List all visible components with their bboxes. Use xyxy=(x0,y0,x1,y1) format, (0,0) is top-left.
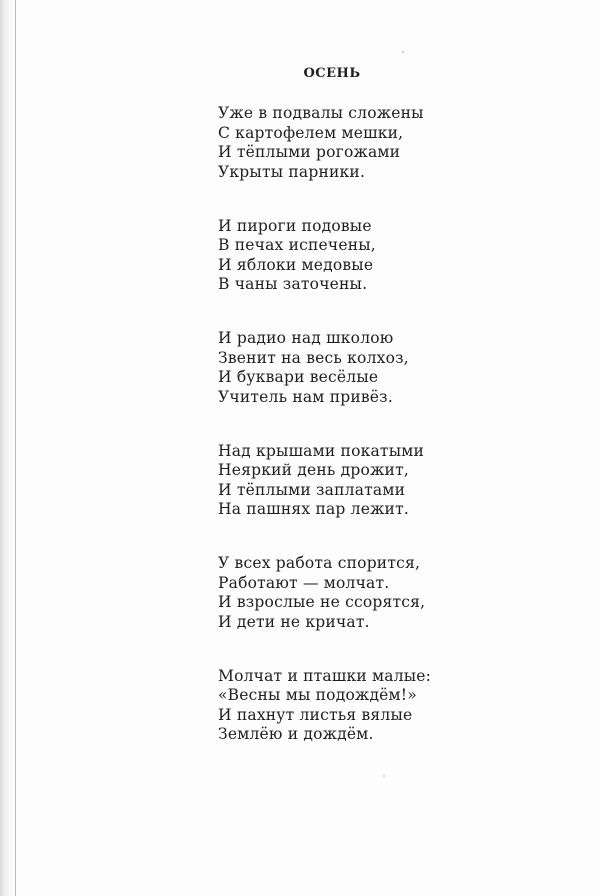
verse-line: Звенит на весь колхоз, xyxy=(218,348,409,367)
verse-line: И тёплыми рогожами xyxy=(218,143,401,161)
verse-line: Молчат и пташки малые: xyxy=(218,666,432,685)
verse-line: В печах испечены, xyxy=(218,236,376,254)
verse-line: Над крышами покатыми xyxy=(218,441,425,460)
verse-line: Учитель нам привёз. xyxy=(218,387,393,406)
poem-title: ОСЕНЬ xyxy=(303,66,361,81)
stanza-3 xyxy=(218,329,578,407)
verse-line: И взрослые не ссорятся, xyxy=(218,593,426,611)
verse-line: И дети не кричат. xyxy=(218,612,370,631)
verse-line: Работают — молчат. xyxy=(218,573,390,592)
verse-line: В чаны заточены. xyxy=(218,275,368,293)
verse-line: И пахнут листья вялые xyxy=(218,705,413,724)
verse-line: Укрыты парники. xyxy=(218,162,366,181)
verse-line: С картофелем мешки, xyxy=(218,123,404,142)
verse-line: И буквари весёлые xyxy=(218,368,379,386)
verse-line: Землёю и дождём. xyxy=(218,725,374,743)
verse-line: Неяркий день дрожит, xyxy=(218,461,409,479)
page-binding-line xyxy=(15,0,16,896)
verse-line: И тёплыми заплатами xyxy=(218,480,406,499)
verse-line: На пашнях пар лежит. xyxy=(218,500,409,518)
stanza-1 xyxy=(218,104,578,182)
verse-line: И яблоки медовые xyxy=(218,255,374,274)
verse-line: Уже в подвалы сложены xyxy=(218,104,424,122)
poem-body xyxy=(218,104,578,779)
print-speck xyxy=(402,51,404,53)
stanza-4 xyxy=(218,442,578,520)
verse-line: «Весны мы подождём!» xyxy=(218,686,417,704)
page-binding-shadow xyxy=(0,0,16,896)
stanza-6 xyxy=(218,667,578,745)
verse-line: И пироги подовые xyxy=(218,216,372,235)
verse-line: У всех работа спорится, xyxy=(218,554,421,572)
stanza-2 xyxy=(218,217,578,295)
stanza-5 xyxy=(218,554,578,632)
verse-line: И радио над школою xyxy=(218,329,394,347)
